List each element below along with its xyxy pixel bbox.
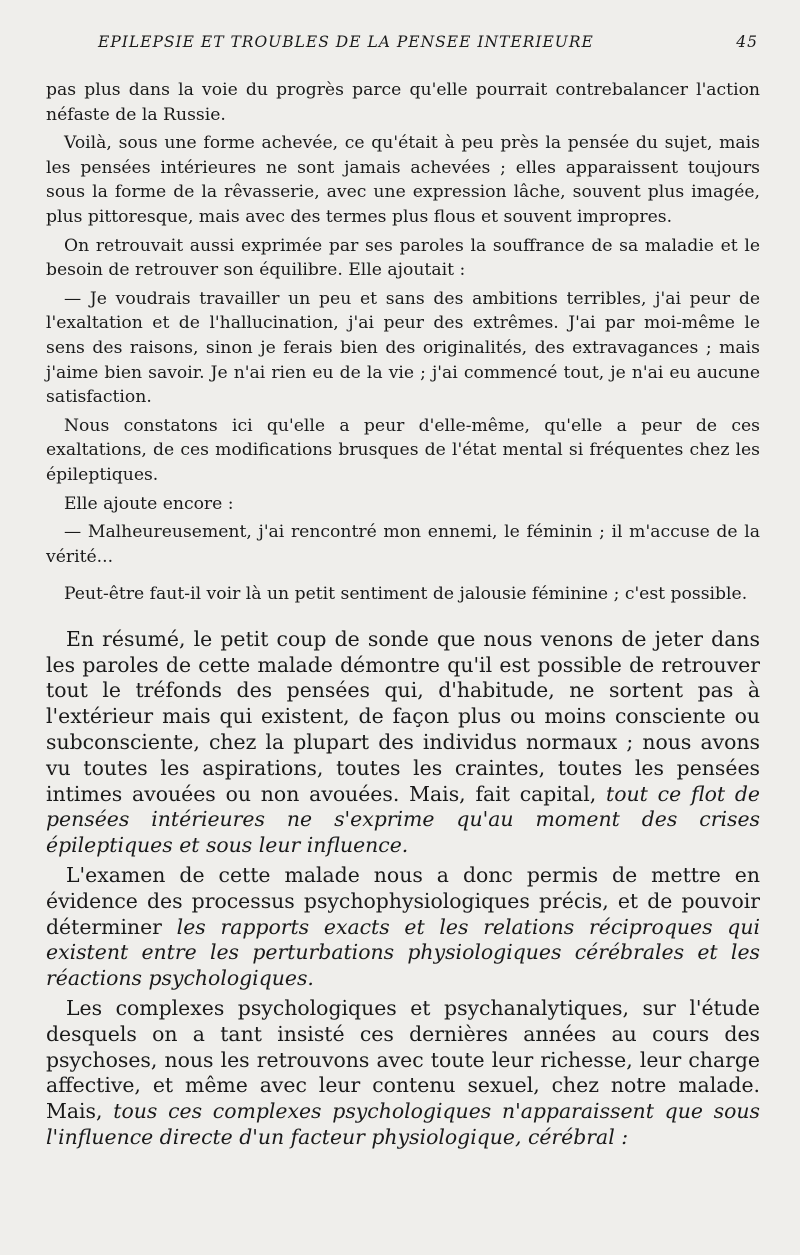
running-header	[98, 33, 758, 51]
paragraph: pas plus dans la voie du progrès parce qu'elle pourrait contrebalancer l'action néfaste de la Russie.	[46, 80, 760, 125]
paragraph-text: Les complexes psychologiques et psychanalytiques, sur l'étude desquels on a tant insisté ces dernières années au cours des psychoses, nous les retrouvons avec toute leur richesse, leur charge affective, et même avec leur contenu sexuel, chez notre malade. Mais,	[46, 996, 760, 1124]
paragraph: Peut-être faut-il voir là un petit sentiment de jalousie féminine ; c'est possible.	[64, 584, 748, 605]
page-number: 45	[736, 33, 758, 51]
paragraph-text: En résumé, le petit coup de sonde que nous venons de jeter dans les paroles de cette malade démontre qu'il est possible de retrouver tout le tréfonds des pensées qui, d'habitude, ne sortent pas à l'extérieur mais qui existent, de façon plus ou moins consciente ou subconsciente, chez la plupart des individus normaux ; nous avons vu toutes les aspirations, toutes les craintes, toutes les pensées intimes avouées ou non avouées. Mais, fait capital,	[46, 626, 760, 806]
quote-paragraph: — Je voudrais travailler un peu et sans des ambitions terribles, j'ai peur de l'exaltation et de l'hallucination, j'ai peur des extrêmes. J'ai par moi-même le sens des raisons, sinon je ferais bien des originalités, des extravagances ; mais j'aime bien savoir. Je n'ai rien eu de la vie ; j'ai commencé tout, je n'ai eu aucune satisfaction.	[46, 288, 760, 408]
summary-paragraph	[46, 996, 760, 1151]
summary-section	[46, 627, 760, 1151]
emphasis-text: les rapports exacts et les relations réciproques qui existent entre les perturbations physiologiques cérébrales et les réactions psychologiques.	[46, 914, 760, 991]
paragraph: Voilà, sous une forme achevée, ce qu'était à peu près la pensée du sujet, mais les pensées intérieures ne sont jamais achevées ; elles apparaissent toujours sous la forme de la rêvasserie, avec une expression lâche, souvent plus imagée, plus pittoresque, mais avec des termes plus flous et souvent impropres.	[46, 133, 760, 227]
paragraph: Elle ajoute encore :	[64, 493, 234, 514]
paragraph-text: L'examen de cette malade nous a donc permis de mettre en évidence des processus psychophysiologiques précis, et de pouvoir déterminer	[46, 863, 760, 939]
emphasis-text: tous ces complexes psychologiques n'apparaissent que sous l'influence directe d'un facteur physiologique, cérébral :	[46, 1099, 760, 1150]
quote-paragraph: — Malheureusement, j'ai rencontré mon ennemi, le féminin ; il m'accuse de la vérité...	[46, 522, 760, 567]
summary-paragraph	[46, 863, 760, 992]
paragraph: On retrouvait aussi exprimée par ses paroles la souffrance de sa maladie et le besoin de retrouver son équilibre. Elle ajoutait :	[46, 235, 760, 281]
paragraph: Nous constatons ici qu'elle a peur d'elle-même, qu'elle a peur de ces exaltations, de ces modifications brusques de l'état mental si fréquentes chez les épileptiques.	[46, 415, 760, 485]
running-title: EPILEPSIE ET TROUBLES DE LA PENSEE INTERIEURE	[98, 33, 594, 51]
page-body	[46, 78, 760, 1155]
summary-paragraph	[46, 627, 760, 859]
case-narrative	[46, 78, 760, 607]
emphasis-text: tout ce flot de pensées intérieures ne s'exprime qu'au moment des crises épileptiques et sous leur influence.	[46, 781, 760, 858]
